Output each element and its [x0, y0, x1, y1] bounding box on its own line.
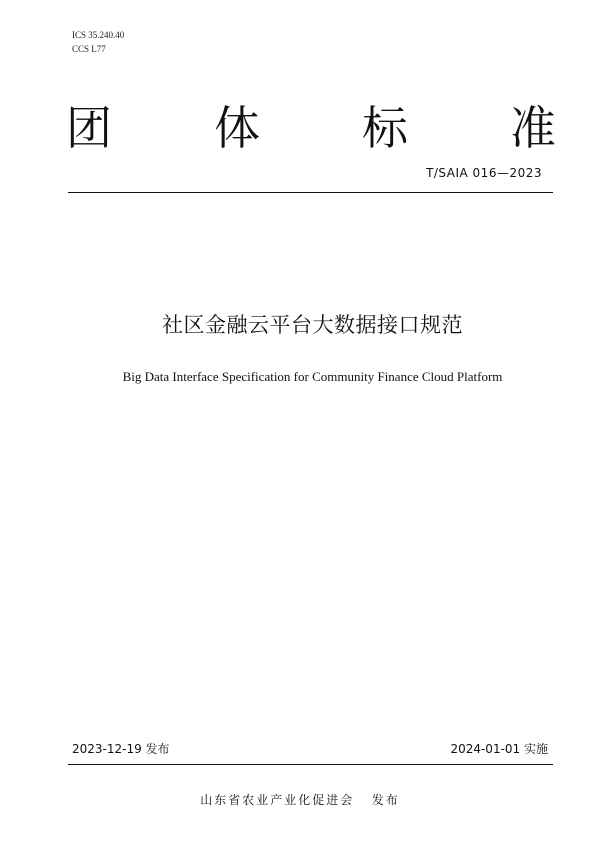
bottom-divider — [68, 764, 553, 765]
top-divider — [68, 192, 553, 193]
publisher-name: 山东省农业产业化促进会 — [200, 793, 355, 807]
standard-type-char: 体 — [214, 101, 260, 155]
ics-code: ICS 35.240.40 — [72, 30, 125, 40]
standard-type-heading — [66, 96, 556, 160]
issue-date: 2023-12-19 发布 — [72, 742, 170, 756]
standard-type-char: 标 — [362, 101, 408, 155]
publisher-line — [0, 791, 600, 808]
ccs-code: CCS L77 — [72, 44, 106, 54]
document-title-english: Big Data Interface Specification for Community Finance Cloud Platform — [122, 369, 503, 384]
standard-number: T/SAIA 016—2023 — [426, 166, 542, 180]
effective-date: 2024-01-01 实施 — [450, 742, 548, 756]
standard-type-char: 团 — [66, 101, 112, 155]
classification-codes — [72, 28, 124, 56]
document-title-chinese: 社区金融云平台大数据接口规范 — [162, 313, 463, 337]
publisher-action: 发布 — [371, 793, 400, 807]
standard-type-char: 准 — [510, 101, 556, 155]
